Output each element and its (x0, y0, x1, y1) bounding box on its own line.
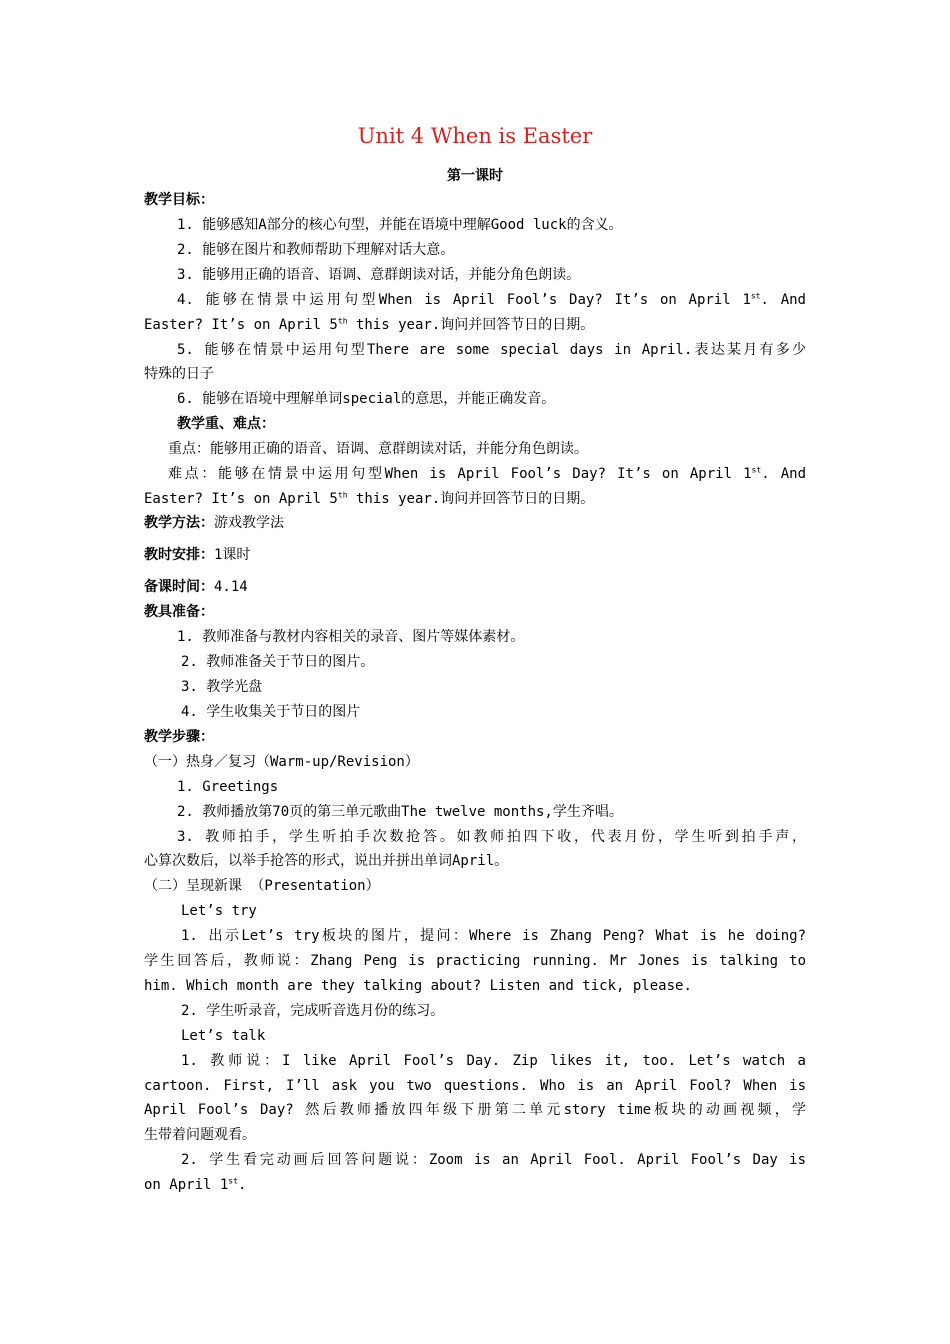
materials-heading: 教具准备： (144, 604, 214, 620)
keypoints-heading: 教学重、难点： (177, 416, 275, 432)
warmup-1: 1. Greetings (177, 779, 279, 795)
warmup-3-line2: 心算次数后，以举手抢答的形式，说出并拼出单词April。 (144, 853, 509, 869)
talk-1-line1: 1. 教师说：I like April Fool’s Day. Zip likes it, too. Let’s watch a (181, 1053, 806, 1069)
talk-1-line2: cartoon. First, I’ll ask you two questions. Who is an April Fool? When is (144, 1078, 806, 1094)
try-1-line2: 学生回答后，教师说：Zhang Peng is practicing running. Mr Jones is talking to (144, 953, 806, 969)
objective-2: 2. 能够在图片和教师帮助下理解对话大意。 (177, 242, 455, 258)
keypoint-difficulty-line1: 难点：能够在情景中运用句型When is April Fool’s Day? It’s on April 1st. And (168, 465, 806, 482)
step-presentation-heading: （二）呈现新课 （Presentation） (144, 878, 380, 894)
warmup-3-line1: 3. 教师拍手，学生听拍手次数抢答。如教师拍四下收，代表月份，学生听到拍手声， (177, 829, 806, 845)
material-2: 2. 教师准备关于节日的图片。 (181, 654, 375, 670)
objective-5-line1: 5. 能够在情景中运用句型There are some special days in April.表达某月有多少 (177, 342, 806, 358)
objective-5-line2: 特殊的日子 (144, 366, 214, 382)
try-2: 2. 学生听录音，完成听音选月份的练习。 (181, 1003, 445, 1019)
talk-1-line4: 生带着问题观看。 (144, 1127, 256, 1143)
prep-time: 备课时间：4.14 (144, 579, 248, 595)
lets-talk-title: Let’s talk (181, 1028, 266, 1044)
objective-6: 6. 能够在语境中理解单词special的意思，并能正确发音。 (177, 391, 556, 407)
material-4: 4. 学生收集关于节日的图片 (181, 704, 361, 720)
teaching-method: 教学方法：游戏教学法 (144, 515, 284, 531)
material-1: 1. 教师准备与教材内容相关的录音、图片等媒体素材。 (177, 629, 525, 645)
objective-3: 3. 能够用正确的语音、语调、意群朗读对话，并能分角色朗读。 (177, 267, 581, 283)
lets-try-title: Let’s try (181, 903, 257, 919)
step-warmup-heading: （一）热身／复习（Warm-up/Revision） (144, 754, 419, 770)
material-3: 3. 教学光盘 (181, 679, 263, 695)
try-1-line1: 1. 出示Let’s try板块的图片，提问：Where is Zhang Peng? What is he doing? (181, 928, 806, 944)
talk-2-line2: on April 1st. (144, 1176, 247, 1193)
try-1-line3: him. Which month are they talking about? Listen and tick, please. (144, 978, 692, 994)
talk-2-line1: 2. 学生看完动画后回答问题说：Zoom is an April Fool. April Fool’s Day is (181, 1152, 806, 1168)
steps-heading: 教学步骤： (144, 729, 214, 745)
lesson-subtitle: 第一课时 (447, 168, 503, 184)
keypoint-focus: 重点：能够用正确的语音、语调、意群朗读对话，并能分角色朗读。 (168, 441, 588, 457)
lesson-schedule: 教时安排：1课时 (144, 547, 251, 563)
objectives-heading: 教学目标： (144, 192, 214, 208)
talk-1-line3: April Fool’s Day? 然后教师播放四年级下册第二单元story time板块的动画视频，学 (144, 1102, 806, 1118)
document-title: Unit 4 When is Easter (357, 124, 593, 148)
objective-1: 1. 能够感知A部分的核心句型，并能在语境中理解Good luck的含义。 (177, 217, 623, 233)
objective-4-line1: 4. 能够在情景中运用句型When is April Fool’s Day? It’s on April 1st. And (177, 291, 806, 308)
objective-4-line2: Easter? It’s on April 5th this year.询问并回答节日的日期。 (144, 316, 595, 333)
warmup-2: 2. 教师播放第70页的第三单元歌曲The twelve months,学生齐唱。 (177, 804, 623, 820)
keypoint-difficulty-line2: Easter? It’s on April 5th this year.询问并回答节日的日期。 (144, 490, 595, 507)
